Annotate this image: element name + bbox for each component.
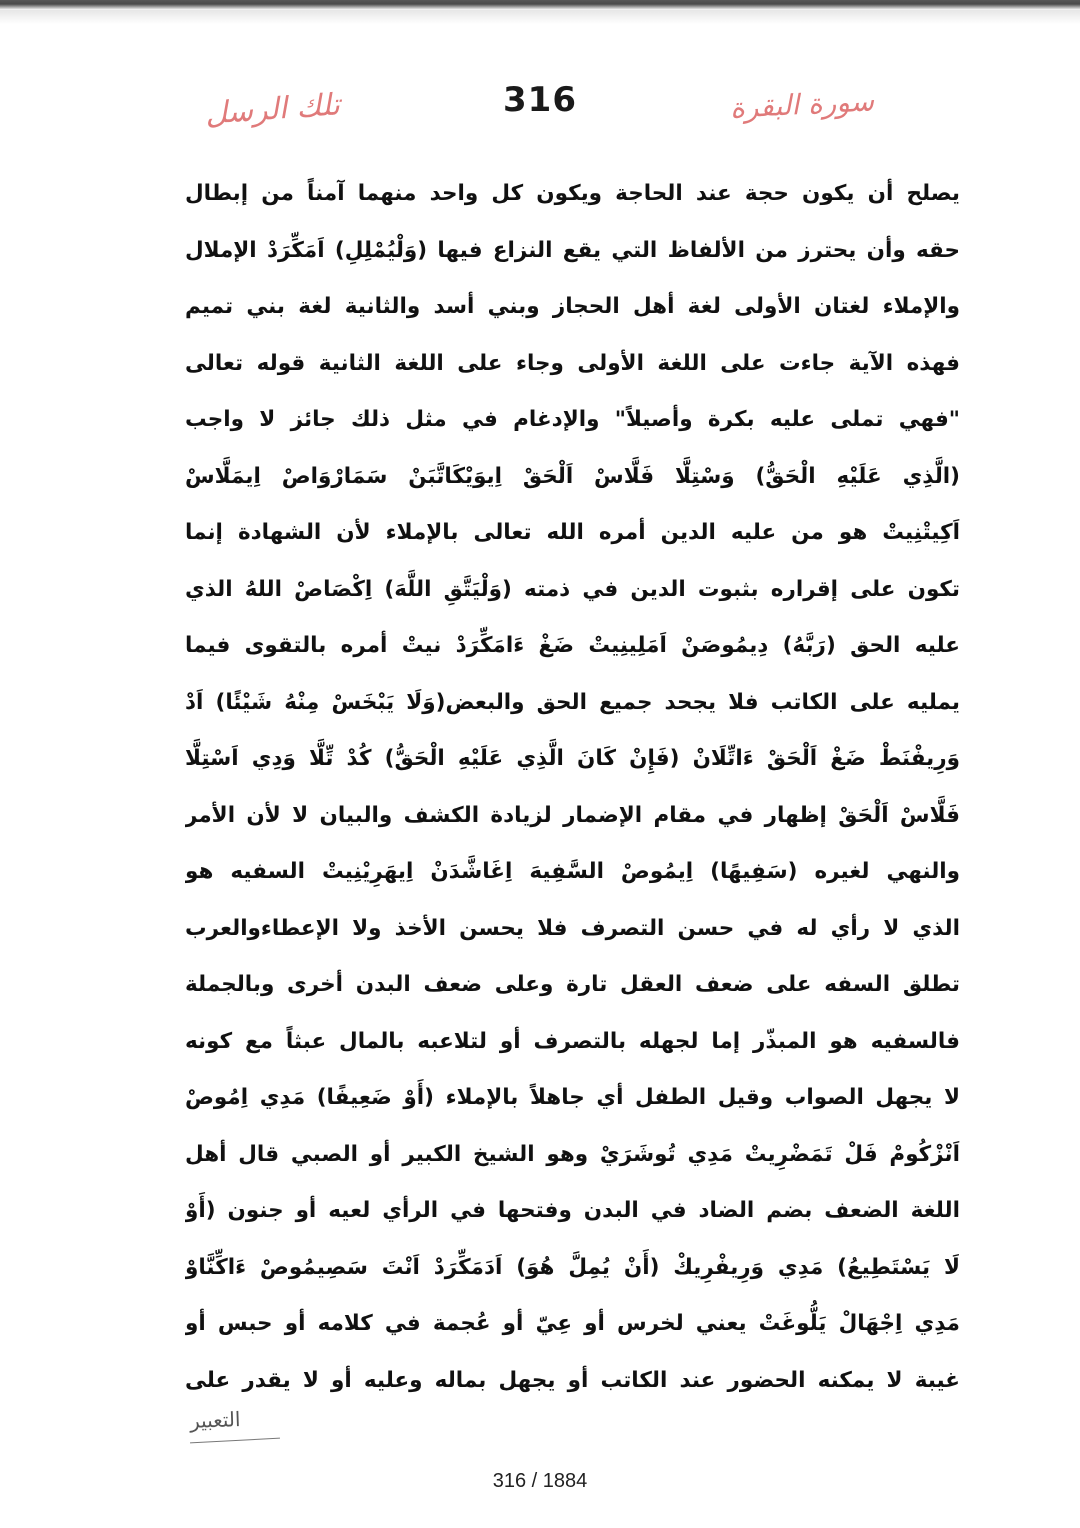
text-line: اَنْزْكُومْ فَلْ تَمَضْرِيتْ مَدِي تُوشَرَيْ وهو الشيخ الكبير أو الصبي قال أهل xyxy=(185,1141,960,1167)
text-line: يصلح أن يكون حجة عند الحاجة ويكون كل واحد منهما آمناً من إبطال xyxy=(185,181,960,206)
text-line: (الَّذِي عَلَيْهِ الْحَقُّ) وَسْتِلَّا فَلَّاسْ اَلْحَقْ اِيوَيْكَاتَّبَنْ سَمَارْوَاصْ اِيمَلَّاسْ xyxy=(185,463,960,489)
text-line: مَدِي اِجْهَالْ يَلُّوغَتْ يعني لخرس أو عِيّ أو عُجمة في كلامه أو حبس أو xyxy=(185,1311,960,1336)
scan-shadow xyxy=(0,10,1080,24)
text-line: يمليه على الكاتب فلا يجحد جميع الحق والبعض(وَلَا يَبْخَسْ مِنْهُ شَيْئًا) اَدْ xyxy=(185,689,960,715)
text-line: غيبة لا يمكنه الحضور عند الكاتب أو يجهل بماله وعليه أو لا يقدر على xyxy=(185,1367,960,1393)
text-line: فالسفيه هو المبذّر إما لجهله بالتصرف أو لتلاعبه بالمال عبثاً مع كونه xyxy=(185,1028,960,1054)
text-line: والإملاء لغتان الأولى لغة أهل الحجاز وبني أسد والثانية لغة بني تميم xyxy=(185,294,960,319)
text-line: تكون على إقراره بثبوت الدين في ذمته (وَلْيَتَّقِ اللَّهَ) اِكْصَاصْ اللهُ الذي xyxy=(185,576,960,602)
text-line: اللغة الضعف بضم الضاد في البدن وفتحها في الرأي لعيه أو جنون (أَوْ xyxy=(185,1198,960,1223)
catchword-underline xyxy=(190,1438,280,1444)
text-line: فهذه الآية جاءت على اللغة الأولى وجاء على اللغة الثانية قوله تعالى xyxy=(185,350,960,376)
scan-top-border xyxy=(0,0,1080,10)
page-body xyxy=(185,166,960,1409)
page-number: 316 xyxy=(503,80,577,120)
text-line: الذي لا رأي له في حسن التصرف فلا يحسن الأخذ ولا الإعطاءوالعرب xyxy=(185,915,960,941)
handwritten-surah-note: سورة البقرة xyxy=(729,84,875,125)
handwritten-juz-note: تلك الرسل xyxy=(203,87,342,132)
text-line: حقه وأن يحترز من الألفاظ التي يقع النزاع فيها (وَلْيُمْلِلِ) اَمَكِّرَدْ الإملال xyxy=(185,237,960,263)
text-line: لا يجهل الصواب وقيل الطفل أي جاهلاً بالإملاء (أَوْ ضَعِيفًا) مَدِي اِمُوصْ xyxy=(185,1085,960,1110)
text-line: "فهي تملى عليه بكرة وأصيلاً" والإدغام في مثل ذلك جائز لا واجب xyxy=(185,407,960,432)
text-line: تطلق السفه على ضعف العقل تارة وعلى ضعف البدن أخرى وبالجملة xyxy=(185,972,960,997)
text-line: فَلَّاسْ اَلْحَقْ إظهار في مقام الإضمار لزيادة الكشف والبيان لا لأن الأمر xyxy=(185,802,960,828)
text-line: عليه الحق (رَبَّهُ) دِيمُوصَنْ اَمَلِينِيتْ ضَغْ ءَامَكِّرَدْ نيتْ أمره بالتقوى فيما xyxy=(185,633,960,658)
text-line: والنهي لغيره (سَفِيهًا) اِيمُوصْ السَّفِيهَ اِغَاشَّدَنْ اِيهَرِيْنِيتْ السفيه هو xyxy=(185,859,960,884)
catchword: التعبير xyxy=(189,1407,241,1433)
page-counter: 316 / 1884 xyxy=(492,1470,588,1492)
page-header xyxy=(0,70,1080,160)
text-line: اَكِيتْنِيتْ هو من عليه الدين أمره الله تعالى بالإملاء لأن الشهادة إنما xyxy=(185,520,960,545)
text-line: وَرِيفْنَطْ ضَغْ اَلْحَقْ ءَاتِّلَانْ (فَإِنْ كَانَ الَّذِي عَلَيْهِ الْحَقُّ) كُدْ تِّلَّا وَدِي اَسْتِلَّا xyxy=(185,746,960,771)
text-line: لَا يَسْتَطِيعُ) مَدِي وَرِيفْرِيكْ (أَنْ يُمِلَّ هُوَ) اَدَمَكِّرَدْ اَنْتَ سَصِيمُوصْ ءَاكِّنَّاوْ xyxy=(185,1254,960,1280)
